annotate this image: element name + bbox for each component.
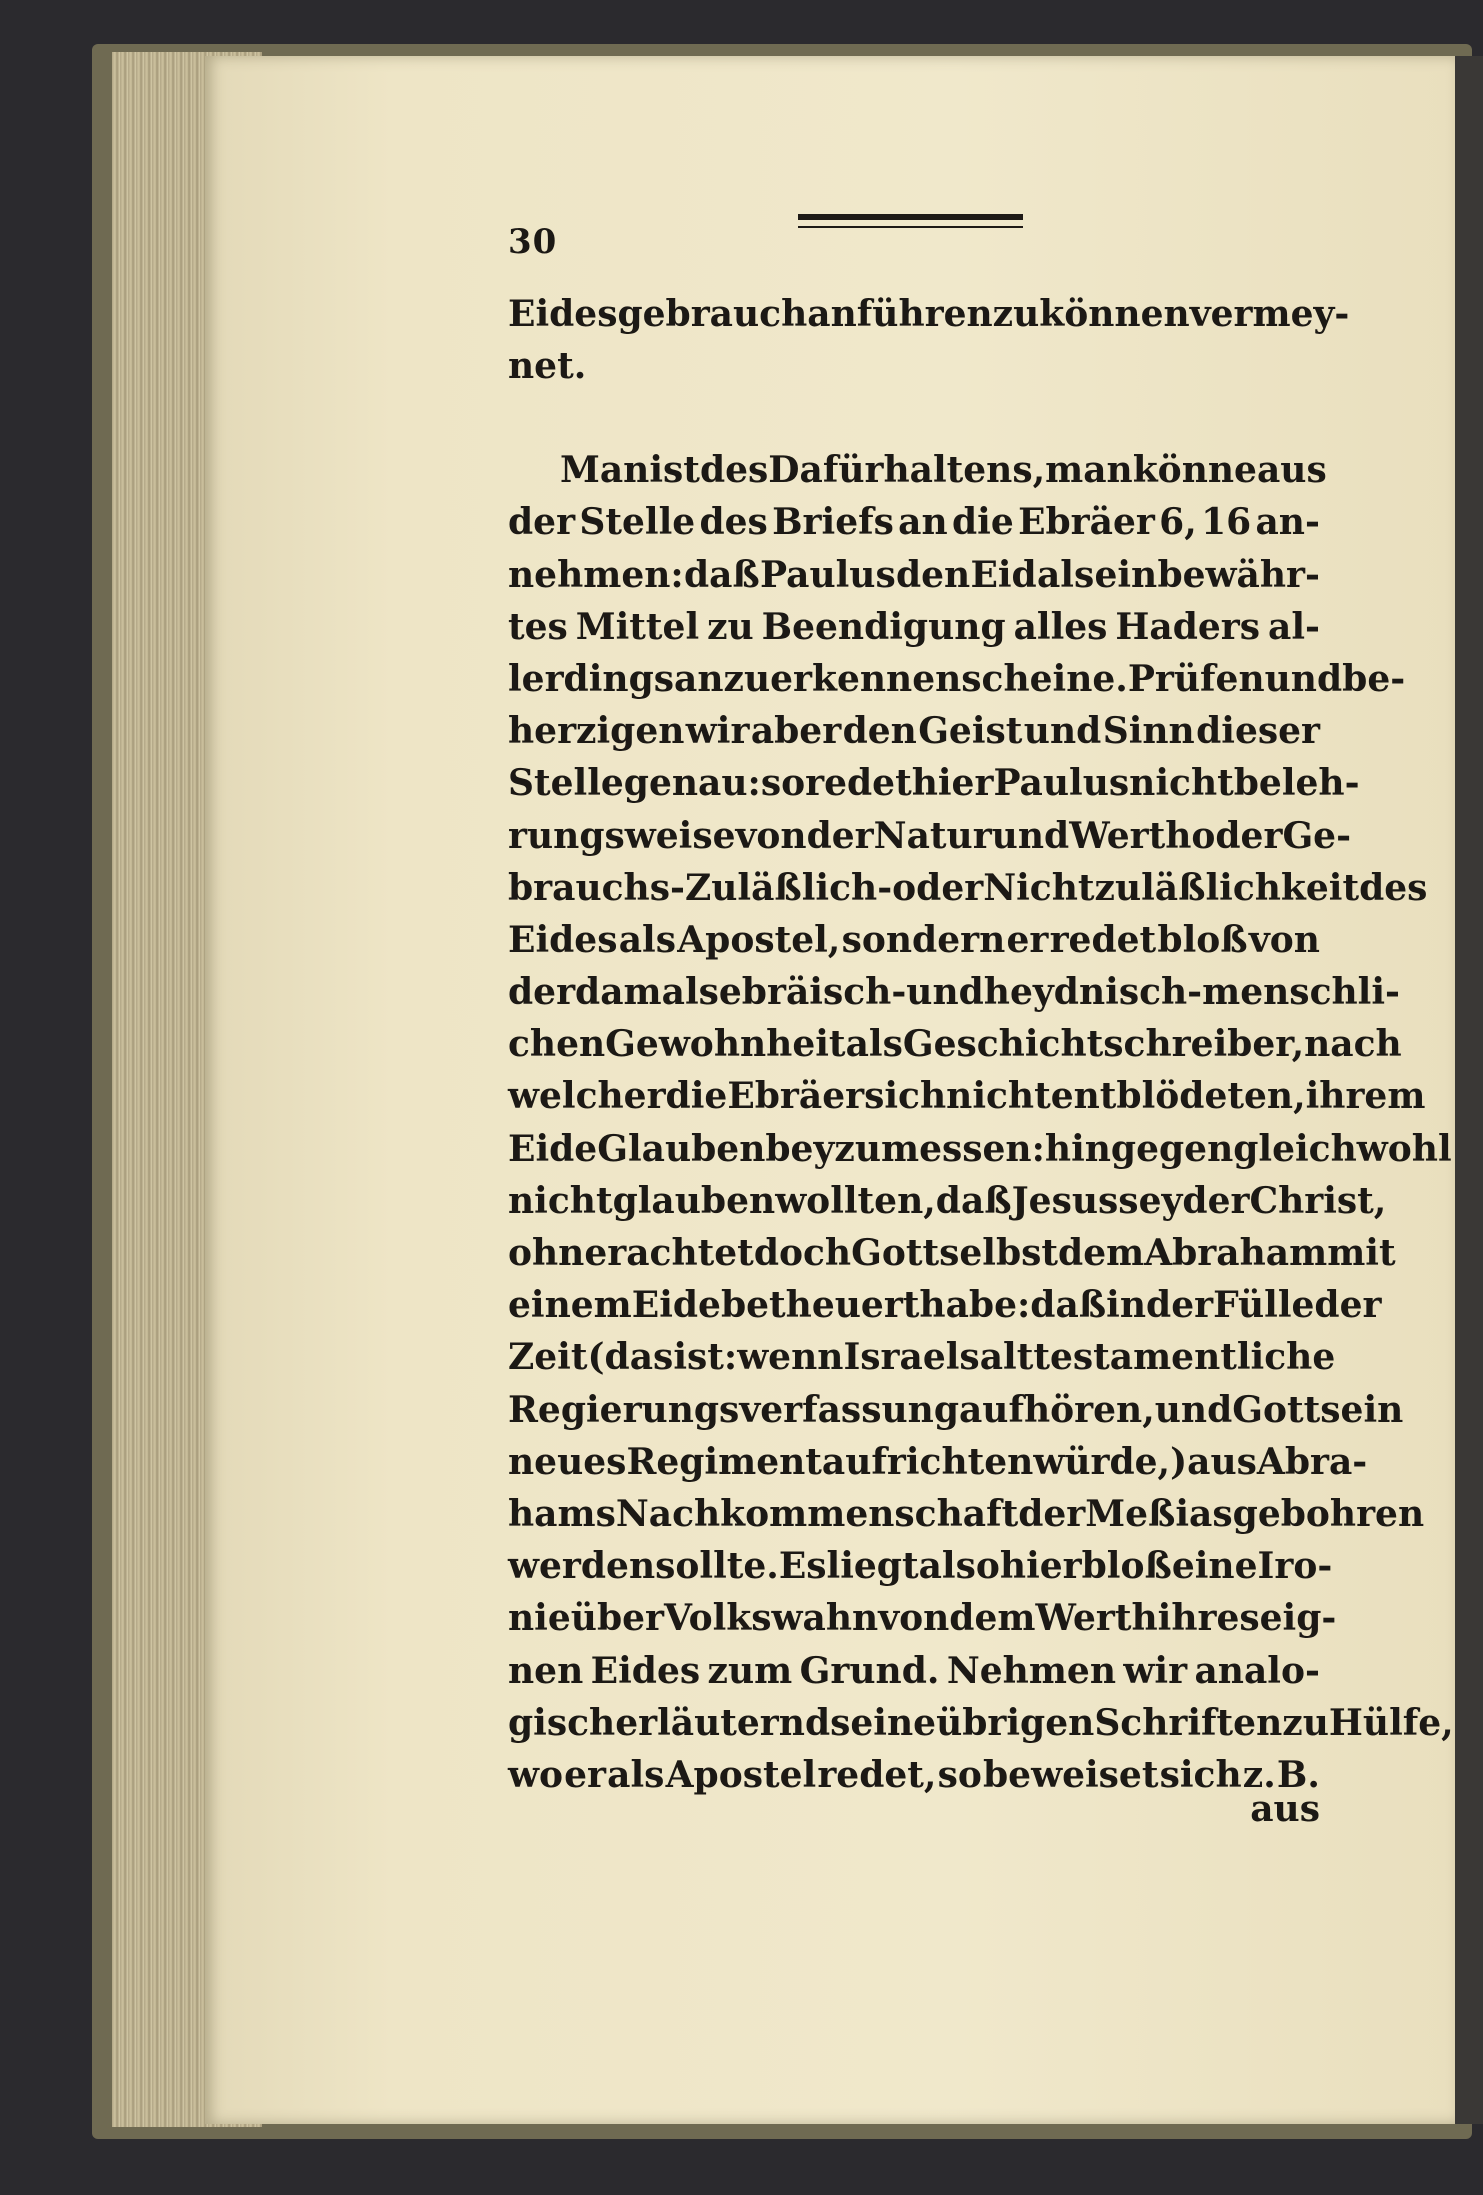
word: Gott: [1232, 1388, 1321, 1431]
word: lerdings: [508, 657, 675, 700]
word: des: [699, 449, 769, 492]
text-line: [508, 444, 1327, 496]
text-line: [508, 966, 1400, 1018]
text-line: [508, 1488, 1425, 1540]
word: beleh-: [1233, 762, 1360, 805]
word: Meßias: [1085, 1492, 1233, 1535]
word: von: [878, 1597, 950, 1640]
text-line: [508, 1018, 1402, 1070]
word: hingegen: [1044, 1127, 1234, 1170]
word: gisch: [508, 1701, 616, 1744]
word: heydnisch-: [983, 971, 1203, 1014]
word: doch: [753, 1232, 852, 1274]
word: wenn: [737, 1336, 844, 1379]
word: der: [508, 971, 576, 1014]
word: oder: [892, 866, 984, 909]
word: aber: [750, 710, 842, 753]
word: der: [508, 501, 576, 544]
word: Grund.: [799, 1649, 940, 1692]
word: Eides: [590, 1649, 701, 1692]
word: Paulus: [760, 553, 896, 596]
word: Gott: [851, 1232, 940, 1274]
word: genau:: [623, 762, 761, 805]
word: Werth: [1035, 1597, 1158, 1640]
word: analo-: [1194, 1649, 1320, 1692]
word: einem: [508, 1284, 632, 1327]
word: ebräisch-: [718, 971, 907, 1014]
word: ihrem: [1305, 1075, 1426, 1118]
word: alttestamentliche: [979, 1336, 1336, 1379]
word: als: [618, 918, 676, 961]
header-rule-thick: [798, 214, 1023, 220]
word: also: [918, 1545, 1000, 1588]
word: wo: [508, 1753, 564, 1796]
text-line: [508, 288, 1350, 340]
text-line: [508, 1749, 1320, 1801]
header-rule: [508, 214, 1020, 244]
word: Christ,: [1249, 1179, 1387, 1222]
word: Jesus: [1011, 1179, 1119, 1222]
word: zu: [992, 293, 1040, 335]
word: Schriften: [1094, 1701, 1283, 1744]
word: hier: [999, 1545, 1082, 1588]
word: Gewohnheit: [605, 1023, 846, 1066]
word: sey: [1118, 1179, 1183, 1222]
word: Stelle: [508, 762, 624, 805]
word: des: [1359, 866, 1428, 909]
word: welcher: [508, 1075, 666, 1118]
word: Volkswahn: [663, 1597, 879, 1640]
word: Glauben: [597, 1127, 766, 1170]
word: Ebräer: [727, 1075, 865, 1118]
word: wir: [685, 710, 750, 753]
word: Abraham: [1144, 1232, 1328, 1274]
word: Ebräer: [1018, 501, 1155, 544]
word: er: [564, 1753, 607, 1796]
text-line: [508, 1645, 1320, 1697]
text-line: [508, 705, 1320, 757]
word: des: [699, 501, 768, 544]
word: die: [665, 1075, 728, 1118]
text-line: [508, 810, 1352, 862]
word: hier: [911, 762, 994, 805]
word: von: [735, 814, 807, 857]
word: neues: [508, 1440, 627, 1483]
word: dem: [949, 1597, 1036, 1640]
word: glauben: [612, 1179, 776, 1222]
word: Iro-: [1257, 1545, 1333, 1588]
word: den: [895, 553, 971, 596]
word: gebohren: [1232, 1492, 1425, 1535]
word: seine: [830, 1701, 937, 1744]
word: Regiment: [626, 1440, 822, 1483]
word: und: [991, 814, 1070, 857]
word: man: [1045, 449, 1133, 492]
word: nie: [508, 1597, 571, 1640]
word: der: [806, 814, 874, 857]
word: übrigen: [936, 1701, 1095, 1744]
word: chen: [508, 1023, 606, 1066]
word: redet,: [817, 1753, 937, 1796]
text-line: [508, 1436, 1368, 1488]
word: be-: [1342, 657, 1406, 700]
word: als: [1036, 553, 1095, 596]
word: an-: [1255, 501, 1320, 544]
word: der: [1314, 1284, 1382, 1327]
text-line: [508, 1540, 1333, 1592]
word: ihres: [1157, 1597, 1260, 1640]
word: nicht: [946, 1075, 1051, 1118]
word: damals: [575, 971, 719, 1014]
word: z.: [1242, 1753, 1276, 1796]
word: so: [760, 762, 806, 805]
word: so: [937, 1753, 982, 1796]
word: Nehmen: [946, 1649, 1116, 1692]
word: beyzumessen:: [765, 1127, 1045, 1170]
word: alles: [1013, 605, 1108, 648]
word: Fülle: [1213, 1284, 1315, 1327]
word: und: [1264, 657, 1343, 700]
word: nicht: [1129, 762, 1234, 805]
word: sich: [1159, 1753, 1242, 1796]
word: er: [1006, 918, 1049, 961]
word: ohnerachtet: [508, 1232, 754, 1274]
word: aufhören,: [958, 1388, 1155, 1431]
word: redet: [805, 762, 912, 805]
word: bloß: [1081, 1545, 1172, 1588]
word: zum: [707, 1649, 793, 1692]
text-line: [508, 1123, 1452, 1175]
word: al-: [1268, 605, 1320, 648]
text-line: [508, 1331, 1336, 1383]
word: Eide: [631, 1284, 721, 1327]
word: Nichtzuläßlichkeit: [983, 866, 1360, 909]
word: habe:: [919, 1284, 1031, 1327]
word: tes: [508, 605, 568, 648]
word: der: [1018, 1492, 1086, 1535]
word: anführen: [807, 293, 993, 335]
word: der: [1182, 1179, 1250, 1222]
word: Dafürhaltens,: [768, 449, 1046, 492]
word: scheine.: [961, 657, 1128, 700]
text-line: [508, 1227, 1396, 1279]
word: oder: [1191, 814, 1283, 857]
word: würde,): [1033, 1440, 1188, 1483]
word: Geschichtschreiber,: [902, 1023, 1305, 1066]
word: den: [842, 710, 917, 753]
word: Eides: [508, 918, 618, 961]
word: nen: [508, 1649, 584, 1692]
word: Israels: [843, 1336, 980, 1379]
word: nicht: [508, 1179, 613, 1222]
word: als: [607, 1753, 665, 1796]
text-line: [508, 549, 1320, 601]
word: ist:: [673, 1336, 738, 1379]
word: Nachkommenschaft: [615, 1492, 1019, 1535]
text-line: [508, 1070, 1426, 1122]
word: Hülfe,: [1328, 1701, 1454, 1744]
word: zu: [707, 605, 754, 648]
word: Geist: [918, 710, 1023, 753]
word: Briefs: [772, 501, 894, 544]
word: werden: [508, 1545, 656, 1588]
word: aus: [1256, 449, 1327, 492]
word: und: [906, 971, 984, 1014]
text-line: [508, 653, 1406, 705]
text-line: [508, 601, 1320, 653]
word: Eide: [508, 1127, 598, 1170]
word: könne: [1132, 449, 1257, 492]
text-line: [508, 1384, 1404, 1436]
word: die: [951, 501, 1014, 544]
word: gleichwohl: [1233, 1127, 1452, 1170]
word: Prüfen: [1127, 657, 1265, 700]
word: hams: [508, 1492, 616, 1535]
word: zu: [1282, 1701, 1329, 1744]
word: 16: [1201, 501, 1252, 544]
text-line: [508, 757, 1360, 809]
text-line: [508, 1592, 1337, 1644]
word: sich: [864, 1075, 947, 1118]
word: (das: [587, 1336, 674, 1379]
word: dem: [1058, 1232, 1145, 1274]
word: liegt: [826, 1545, 919, 1588]
body-text: [508, 288, 1454, 1801]
word: aufrichten: [821, 1440, 1034, 1483]
text-line: net.: [508, 345, 587, 388]
word: Apostel: [665, 1753, 817, 1796]
text-line: [508, 496, 1320, 548]
word: Paulus: [993, 762, 1130, 805]
word: Werth: [1069, 814, 1192, 857]
word: anzuerkennen: [674, 657, 962, 700]
text-line: [508, 1175, 1387, 1227]
word: nach: [1304, 1023, 1402, 1066]
word: rungsweise: [508, 814, 736, 857]
word: Beendigung: [761, 605, 1006, 648]
word: über: [570, 1597, 664, 1640]
word: menschli-: [1202, 971, 1400, 1014]
word: Mittel: [575, 605, 700, 648]
word: 6,: [1159, 501, 1197, 544]
word: in: [1106, 1284, 1147, 1327]
word: Eid: [970, 553, 1037, 596]
word: Haders: [1115, 605, 1261, 648]
word: dieser: [1196, 710, 1320, 753]
word: und: [1154, 1388, 1233, 1431]
page-number: 30: [508, 222, 558, 262]
word: nehmen:: [508, 553, 684, 596]
word: betheuert: [720, 1284, 920, 1327]
word: Regierungsverfassung: [508, 1388, 959, 1431]
word: redet: [1049, 918, 1157, 961]
word: eine: [1171, 1545, 1258, 1588]
word: Man: [560, 449, 650, 492]
word: Ge-: [1282, 814, 1352, 857]
word: entblödeten,: [1050, 1075, 1306, 1118]
word: ein: [1094, 553, 1158, 596]
word: eig-: [1259, 1597, 1337, 1640]
word: Eidesgebrauch: [508, 293, 808, 335]
word: Es: [778, 1545, 827, 1588]
word: wollten,: [775, 1179, 936, 1222]
word: aus: [1187, 1440, 1257, 1483]
word: daß: [1030, 1284, 1107, 1327]
word: wir: [1123, 1649, 1188, 1692]
word: können: [1039, 293, 1190, 335]
word: sollte.: [655, 1545, 779, 1588]
word: ist: [649, 449, 700, 492]
word: und: [1023, 710, 1102, 753]
catchword: aus: [1250, 1788, 1320, 1830]
word: beweiset: [983, 1753, 1159, 1796]
word: selbst: [939, 1232, 1059, 1274]
word: von: [1248, 918, 1320, 961]
text-line: [508, 1697, 1454, 1749]
word: mit: [1327, 1232, 1396, 1274]
text-line: [508, 1279, 1382, 1331]
header-rule-thin: [798, 226, 1023, 228]
word: erläuternd: [615, 1701, 831, 1744]
word: Natur: [873, 814, 992, 857]
word: brauchs-Zuläßlich-: [508, 866, 893, 909]
word: bewähr-: [1157, 553, 1320, 596]
word: Zeit: [508, 1336, 588, 1379]
word: als: [845, 1023, 903, 1066]
word: herzigen: [508, 710, 685, 753]
right-margin-strip: [1455, 56, 1483, 2124]
text-line: [508, 914, 1320, 966]
word: an: [898, 501, 948, 544]
word: sein: [1320, 1388, 1404, 1431]
text-line: [508, 862, 1428, 914]
word: Stelle: [579, 501, 696, 544]
word: bloß: [1157, 918, 1248, 961]
word: sondern: [841, 918, 1006, 961]
word: daß: [683, 553, 760, 596]
word: B.: [1276, 1753, 1320, 1796]
word: daß: [935, 1179, 1012, 1222]
word: Abra-: [1256, 1440, 1368, 1483]
word: Apostel,: [677, 918, 841, 961]
word: Sinn: [1102, 710, 1195, 753]
word: der: [1146, 1284, 1214, 1327]
word: vermey-: [1189, 293, 1350, 335]
